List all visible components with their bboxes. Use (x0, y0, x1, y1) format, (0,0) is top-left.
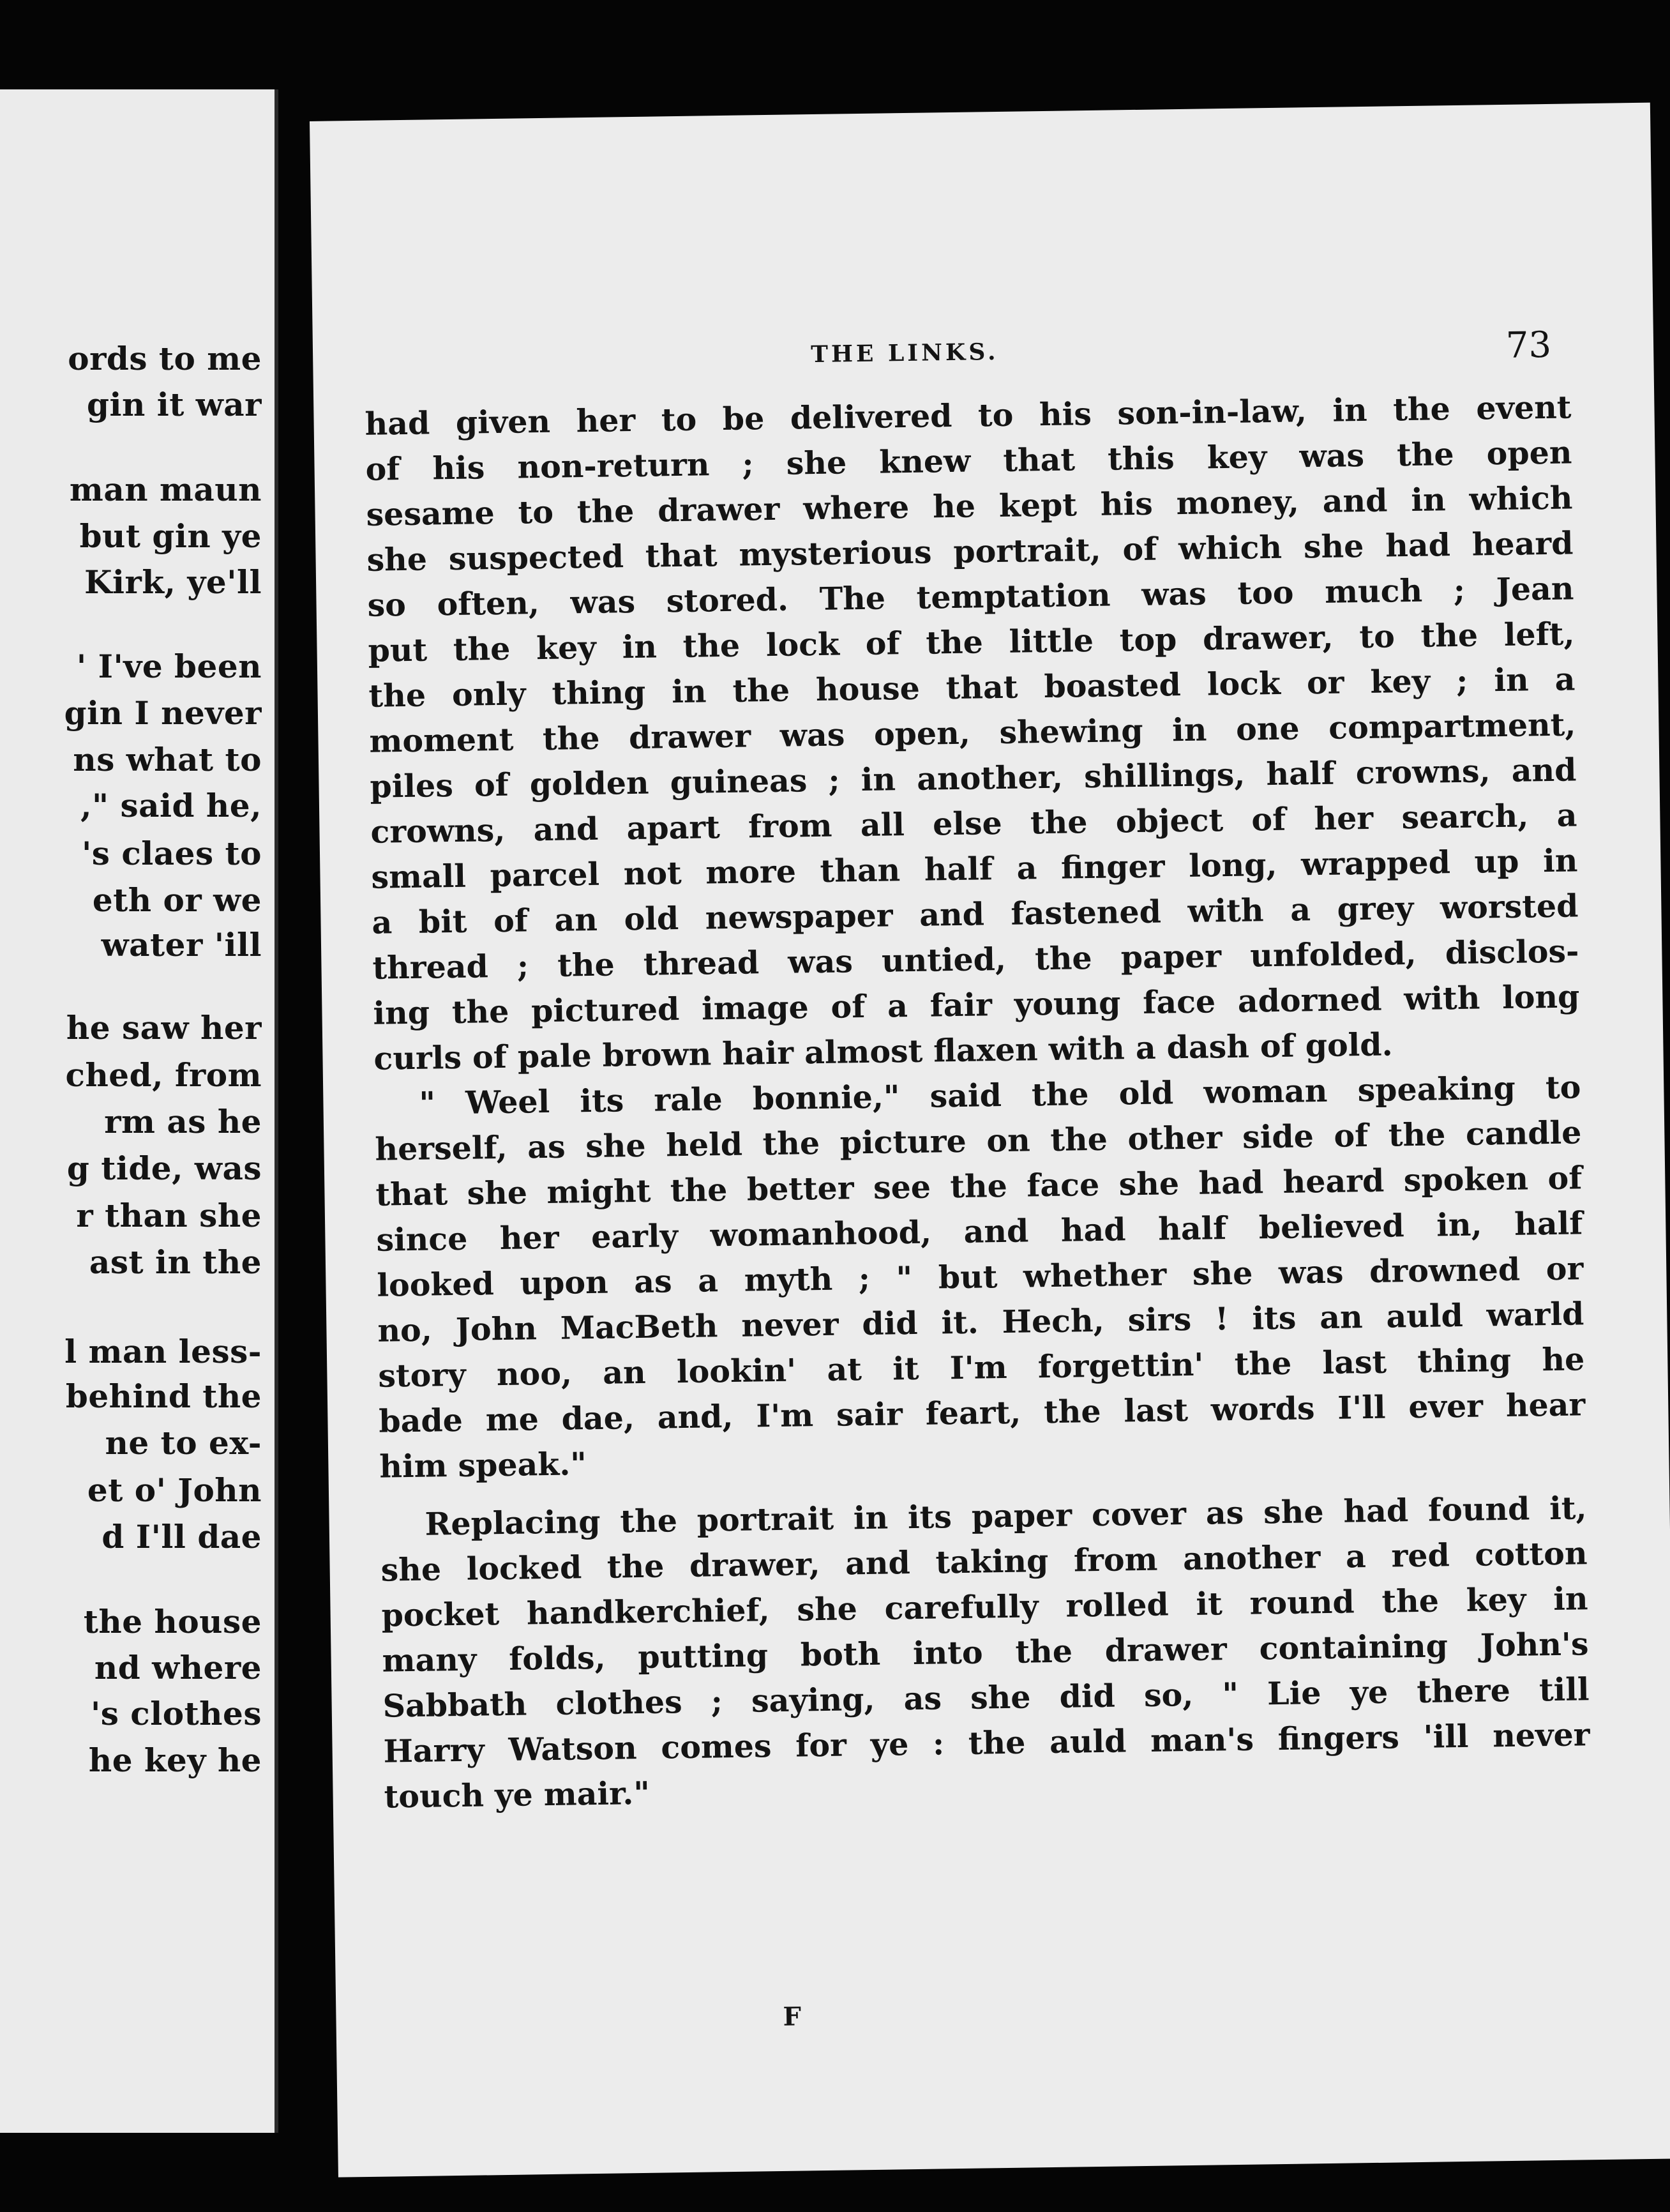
body-line: she locked the drawer, and taking from another a red cotton (380, 1534, 1588, 1589)
body-line: she suspected that mysterious portrait, of which she had heard (366, 524, 1574, 579)
facing-page-line: nd where (94, 1649, 262, 1686)
body-line: that she might the better see the face she had heard spoken of (375, 1159, 1583, 1213)
body-line: a bit of an old newspaper and fastened with a grey worsted (372, 887, 1579, 941)
body-line: thread ; the thread was untied, the paper unfolded, disclos- (372, 932, 1579, 987)
facing-page-line: 's claes to (81, 835, 262, 872)
facing-page-line: but gin ye (79, 517, 262, 555)
facing-page-line: man maun (69, 471, 262, 508)
body-line: " Weel its rale bonnie," said the old woman speaking to (419, 1068, 1581, 1122)
facing-page-line: gin it war (87, 386, 262, 423)
facing-page-line: 's clothes (90, 1695, 262, 1732)
facing-page-line: r than she (76, 1197, 262, 1234)
facing-page-line: rm as he (104, 1103, 262, 1140)
body-line: touch ye mair." (384, 1774, 651, 1815)
body-line: sesame to the drawer where he kept his money, and in which (366, 479, 1573, 533)
running-head: THE LINKS. (810, 338, 999, 368)
page-number: 73 (1505, 324, 1552, 367)
body-line: pocket handkerchief, she carefully rolled it round the key in (381, 1580, 1588, 1634)
body-line: Replacing the portrait in its paper cover as she had found it, (425, 1489, 1587, 1543)
body-line: story noo, an lookin' at it I'm forgettin' the last thing he (378, 1340, 1585, 1395)
body-line: no, John MacBeth never did it. Hech, sirs ! its an auld warld (377, 1295, 1584, 1349)
facing-page-line: Kirk, ye'll (84, 563, 262, 601)
facing-page-line: he key he (88, 1741, 262, 1779)
facing-page-line: ast in the (89, 1243, 262, 1281)
body-line: put the key in the lock of the little top drawer, to the left, (368, 615, 1575, 669)
facing-page-line: d I'll dae (102, 1518, 262, 1556)
facing-page-line: ne to ex- (105, 1424, 262, 1462)
body-line: small parcel not more than half a finger long, wrapped up in (371, 842, 1578, 896)
facing-page-line: eth or we (92, 881, 262, 919)
body-line: crowns, and apart from all else the object of her search, a (370, 796, 1577, 851)
body-line: Harry Watson comes for ye : the auld man's fingers 'ill never (383, 1716, 1590, 1770)
body-line: looked upon as a myth ; " but whether she was drowned or (377, 1250, 1584, 1304)
facing-page-line: et o' John (87, 1471, 262, 1509)
body-line: had given her to be delivered to his son-in-law, in the event (365, 388, 1572, 443)
body-line: many folds, putting both into the drawer containing John's (382, 1625, 1589, 1679)
body-line: curls of pale brown hair almost flaxen with a dash of gold. (373, 1026, 1393, 1077)
body-line: so often, was stored. The temptation was too much ; Jean (367, 570, 1574, 624)
facing-page-line: ' I've been (76, 648, 262, 685)
body-line: moment the drawer was open, shewing in one compartment, (369, 706, 1576, 760)
book-page-73 (310, 103, 1670, 2178)
signature-mark: F (783, 2001, 802, 2032)
facing-page-line: he saw her (66, 1009, 262, 1047)
body-line: Sabbath clothes ; saying, as she did so, " Lie ye there till (382, 1670, 1590, 1725)
facing-page-line: the house (83, 1603, 262, 1640)
body-line: him speak." (379, 1445, 587, 1485)
body-line: bade me dae, and, I'm sair feart, the last words I'll ever hear (379, 1386, 1586, 1440)
facing-page-line: gin I never (64, 694, 262, 732)
page-header (364, 324, 1552, 392)
facing-page-line: ns what to (73, 741, 262, 778)
body-line: herself, as she held the picture on the other side of the candle (375, 1114, 1582, 1168)
body-line: since her early womanhood, and had half believed in, half (376, 1204, 1583, 1259)
facing-page-line: ," said he, (80, 787, 262, 824)
facing-page-line: l man less- (64, 1333, 262, 1370)
body-line: piles of golden guineas ; in another, shillings, half crowns, and (370, 751, 1577, 805)
facing-page-line: ords to me (68, 340, 262, 377)
body-line: ing the pictured image of a fair young face adorned with long (373, 978, 1580, 1032)
body-line: of his non-return ; she knew that this key was the open (365, 434, 1572, 488)
facing-page-line: water 'ill (101, 926, 262, 964)
facing-page-line: ched, from (65, 1056, 262, 1094)
facing-page-line: g tide, was (66, 1149, 262, 1187)
facing-page-line: behind the (65, 1377, 262, 1415)
body-line: the only thing in the house that boasted lock or key ; in a (368, 660, 1576, 715)
facing-page-left (0, 89, 278, 2133)
